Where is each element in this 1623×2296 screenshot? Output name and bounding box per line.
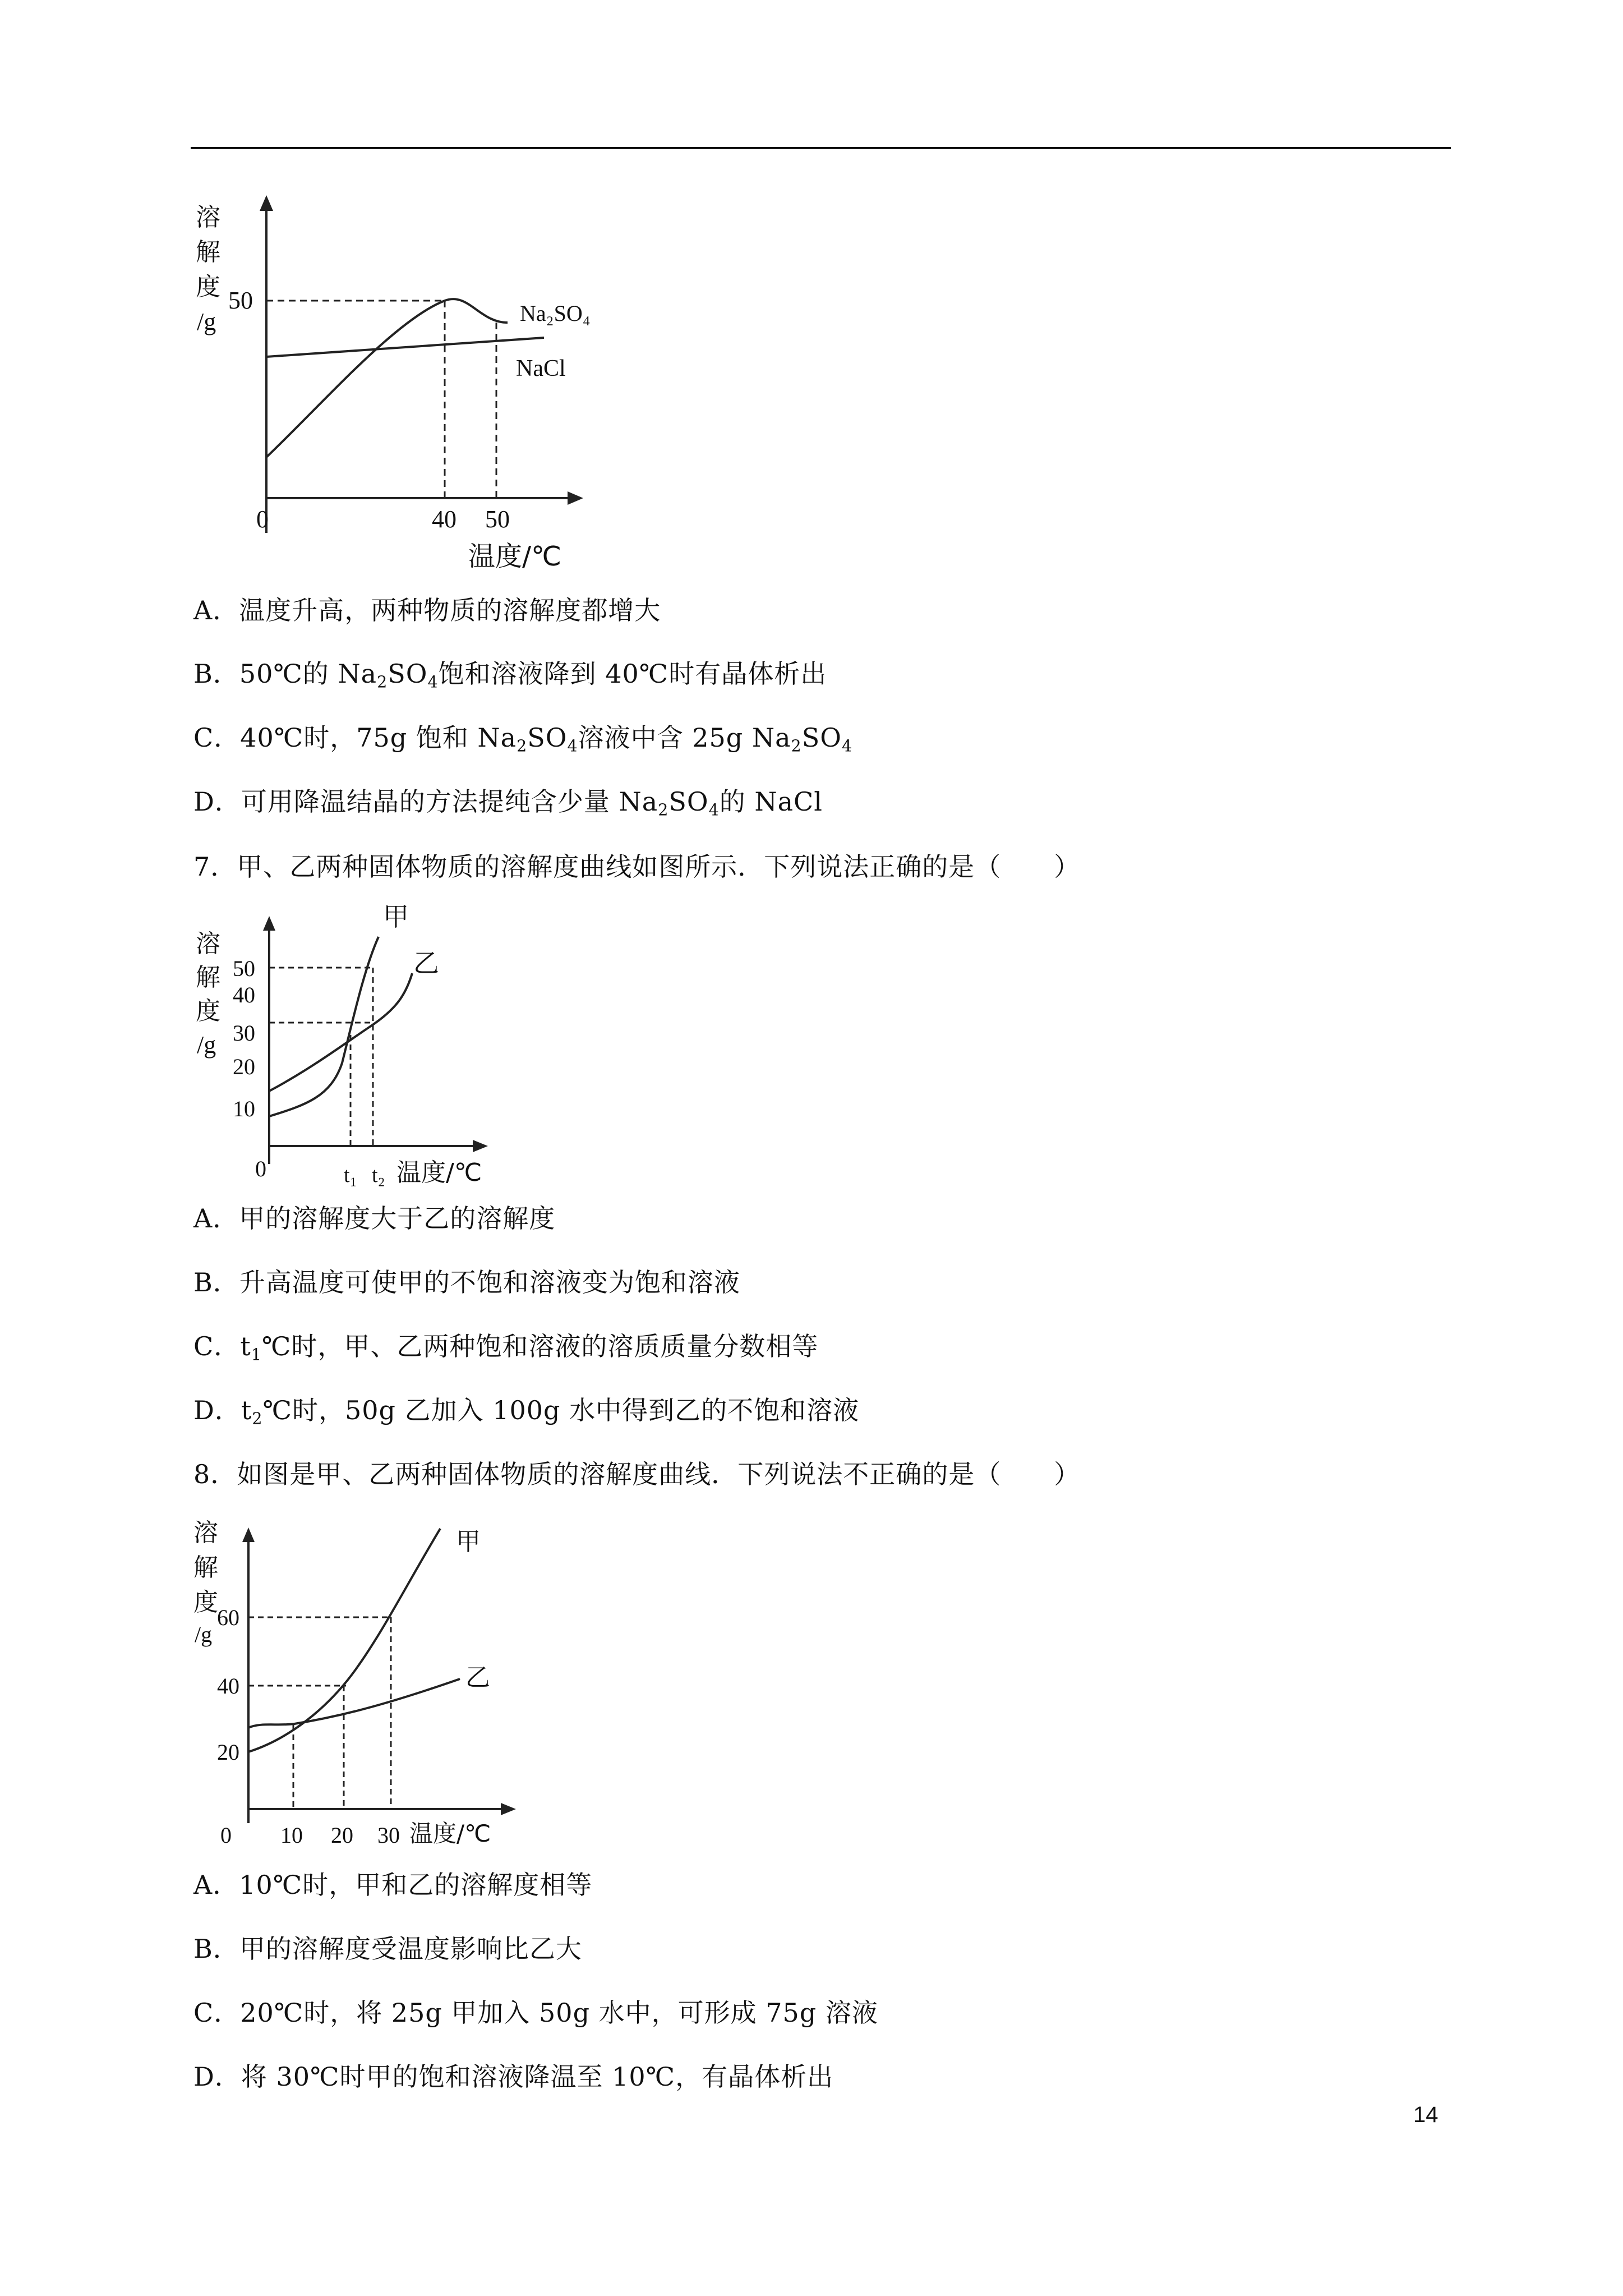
figure-q6-solubility	[193, 191, 610, 576]
x-tick-0: 0	[255, 1156, 266, 1181]
x-axis-arrow	[473, 1140, 488, 1152]
x-axis-arrow	[568, 491, 583, 505]
q7-stem: 7．甲、乙两种固体物质的溶解度曲线如图所示．下列说法正确的是（ ）	[193, 852, 1081, 882]
q7-option-d[interactable]: D．$t_2℃$时，50g 乙加入 100g 水中得到乙的不饱和溶液	[193, 1395, 860, 1428]
q6-option-c[interactable]: C．40℃时，75g 饱和 $Na_2SO_4$溶液中含 25g $Na_2SO_4$	[193, 723, 853, 756]
x-tick-10: 10	[280, 1823, 303, 1848]
label-yi: 乙	[413, 948, 439, 978]
y-axis-arrow	[260, 195, 273, 211]
x-axis-label: 温度/℃	[396, 1158, 482, 1186]
label-na2so4: Na₂SO₄	[520, 301, 591, 326]
y-tick-50: 50	[228, 287, 253, 314]
y-tick-50: 50	[233, 956, 255, 981]
y-label-4: /g	[197, 1031, 216, 1059]
curve-jia	[269, 937, 379, 1116]
page-number: 14	[1413, 2102, 1438, 2127]
x-tick-30: 30	[377, 1823, 400, 1848]
q6-option-d[interactable]: D．可用降温结晶的方法提纯含少量 $Na_2SO_4$的 NaCl	[193, 786, 823, 820]
x-tick-20: 20	[331, 1823, 353, 1848]
label-jia: 甲	[383, 901, 409, 932]
y-tick-30: 30	[233, 1020, 255, 1046]
curve-nacl	[266, 338, 544, 357]
q7-option-b[interactable]: B．升高温度可使甲的不饱和溶液变为饱和溶液	[193, 1267, 740, 1297]
y-label-3: 度	[193, 1589, 218, 1616]
figure-q8-solubility	[193, 1517, 524, 1854]
y-label-1: 溶	[193, 1519, 218, 1547]
figure-q7-solubility	[193, 900, 494, 1186]
x-tick-t2: t₂	[372, 1163, 385, 1186]
q8-option-c[interactable]: C．20℃时，将 25g 甲加入 50g 水中，可形成 75g 溶液	[193, 1998, 878, 2028]
q8-option-d[interactable]: D．将 30℃时甲的饱和溶液降温至 10℃，有晶体析出	[193, 2062, 834, 2092]
y-label-2: 解	[196, 238, 220, 266]
q7-option-a[interactable]: A．甲的溶解度大于乙的溶解度	[193, 1203, 556, 1234]
y-label-4: /g	[195, 1622, 213, 1647]
curve-na2so4	[266, 299, 508, 457]
x-tick-40: 40	[432, 505, 457, 533]
y-axis-arrow	[263, 916, 275, 931]
x-tick-50: 50	[485, 505, 510, 533]
y-label-2: 解	[193, 1554, 218, 1581]
y-tick-10: 10	[233, 1096, 255, 1121]
y-tick-40: 40	[233, 982, 255, 1007]
y-tick-20: 20	[233, 1054, 255, 1079]
x-tick-0: 0	[220, 1823, 232, 1848]
q6-option-b[interactable]: B．50℃的 $Na_2SO_4$饱和溶液降到 40℃时有晶体析出	[193, 659, 827, 692]
y-tick-20: 20	[217, 1740, 239, 1765]
figure-q7-svg	[193, 900, 494, 1186]
x-tick-0: 0	[256, 505, 269, 533]
figure-q6-svg	[193, 191, 610, 576]
x-tick-t1: t₁	[344, 1163, 357, 1186]
y-axis-arrow	[242, 1527, 255, 1542]
y-label-1: 溶	[196, 930, 220, 958]
label-yi: 乙	[465, 1663, 490, 1692]
y-tick-60: 60	[217, 1605, 239, 1630]
q8-stem: 8．如图是甲、乙两种固体物质的溶解度曲线．下列说法不正确的是（ ）	[193, 1459, 1081, 1489]
x-axis-arrow	[501, 1803, 516, 1815]
figure-q8-svg	[193, 1517, 524, 1854]
label-nacl: NaCl	[516, 356, 566, 381]
q8-option-a[interactable]: A．10℃时，甲和乙的溶解度相等	[193, 1870, 593, 1900]
y-label-2: 解	[196, 964, 220, 991]
x-axis-label: 温度/℃	[409, 1820, 491, 1847]
y-label-3: 度	[196, 997, 220, 1025]
y-tick-40: 40	[217, 1673, 239, 1699]
label-jia: 甲	[456, 1527, 481, 1556]
q8-option-b[interactable]: B．甲的溶解度受温度影响比乙大	[193, 1934, 582, 1964]
curve-yi	[269, 973, 412, 1091]
x-axis-label: 温度/℃	[468, 541, 562, 572]
y-label-1: 溶	[196, 204, 220, 231]
header-rule	[191, 147, 1451, 149]
q7-option-c[interactable]: C．$t_1℃$时，甲、乙两种饱和溶液的溶质质量分数相等	[193, 1331, 819, 1364]
q6-option-a[interactable]: A．温度升高，两种物质的溶解度都增大	[193, 595, 661, 625]
y-label-3: 度	[196, 273, 220, 301]
y-label-4: /g	[197, 308, 216, 335]
